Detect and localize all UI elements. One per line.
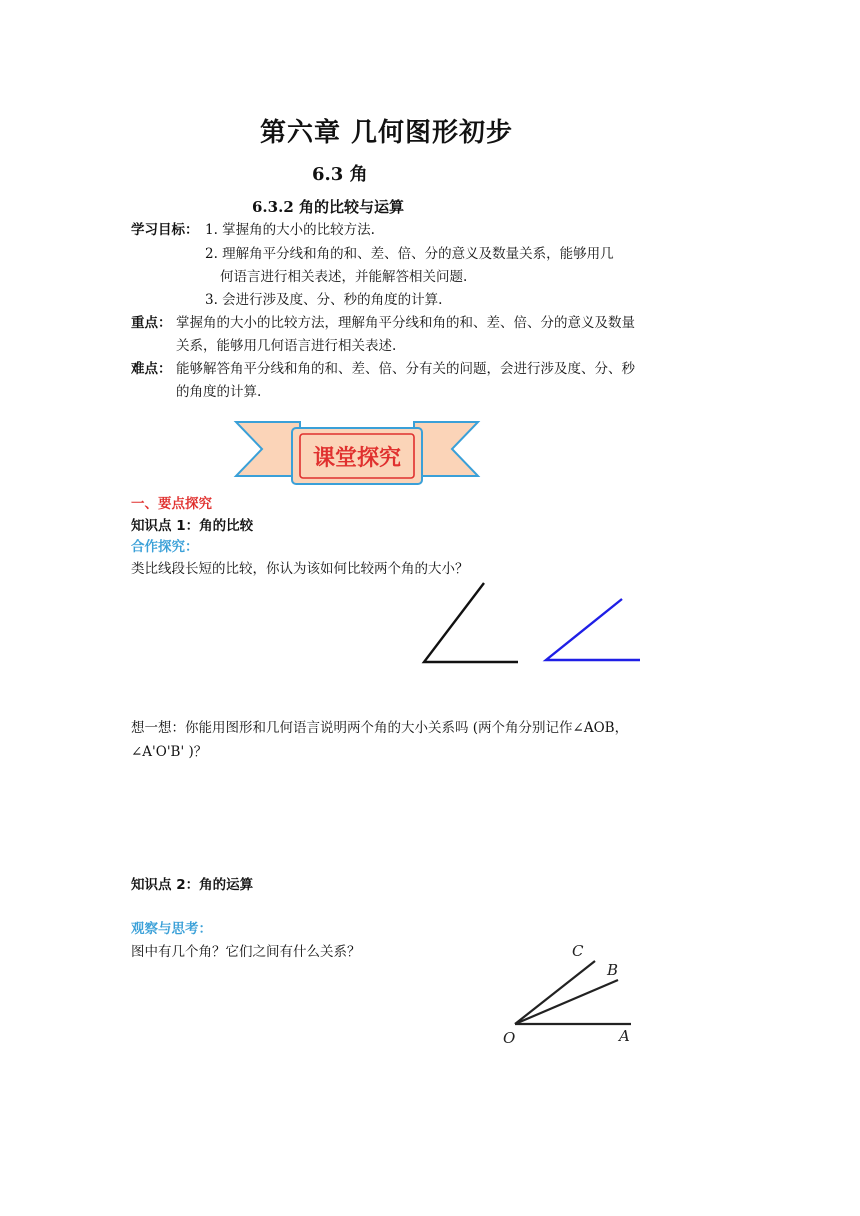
two-angles-figure: [410, 575, 660, 675]
kp2-question: 图中有几个角？它们之间有什么关系？: [131, 944, 361, 960]
label-a: A: [619, 1027, 630, 1045]
objective-2-line1: 2. 理解角平分线和角的和、差、倍、分的意义及数量关系，能够用几: [205, 246, 614, 262]
difficulties-line1: 能够解答角平分线和角的和、差、倍、分有关的问题，会进行涉及度、分、秒: [176, 361, 635, 377]
objective-1: 1. 掌握角的大小的比较方法.: [205, 222, 375, 238]
kp1-question: 类比线段长短的比较，你认为该如何比较两个角的大小？: [131, 561, 469, 577]
key-points-line1: 掌握角的大小的比较方法，理解角平分线和角的和、差、倍、分的意义及数量: [176, 315, 635, 331]
angle-rays-figure: [495, 935, 645, 1050]
think-line2: ∠A'O'B' )？: [131, 744, 208, 760]
kp2-title: 知识点 2：角的运算: [131, 877, 254, 893]
key-points-label: 重点：: [131, 315, 172, 331]
ray-oc: [515, 961, 595, 1024]
kp1-coop-label: 合作探究：: [131, 539, 199, 555]
part1-heading: 一、要点探究: [131, 496, 212, 512]
objective-2-line2: 何语言进行相关表述，并能解答相关问题.: [220, 269, 468, 285]
kp1-title: 知识点 1：角的比较: [131, 518, 254, 534]
subsection-title: 6.3.2 角的比较与运算: [252, 198, 404, 216]
objectives-label: 学习目标：: [131, 222, 199, 238]
ray-ob: [515, 980, 618, 1024]
think-line1: 想一想：你能用图形和几何语言说明两个角的大小关系吗 (两个角分别记作∠AOB，: [131, 720, 629, 736]
chapter-title: 第六章 几何图形初步: [260, 118, 514, 148]
banner-title: 课堂探究: [312, 445, 401, 471]
kp2-observe-label: 观察与思考：: [131, 921, 212, 937]
label-b: B: [607, 961, 619, 979]
difficulties-label: 难点：: [131, 361, 172, 377]
blue-angle: [546, 599, 640, 660]
section-title: 6.3 角: [312, 164, 368, 185]
difficulties-line2: 的角度的计算.: [176, 384, 262, 400]
key-points-line2: 关系，能够用几何语言进行相关表述.: [176, 338, 397, 354]
label-c: C: [572, 942, 584, 960]
black-angle: [424, 583, 518, 662]
label-o: O: [503, 1029, 516, 1047]
objective-3: 3. 会进行涉及度、分、秒的角度的计算.: [205, 292, 443, 308]
